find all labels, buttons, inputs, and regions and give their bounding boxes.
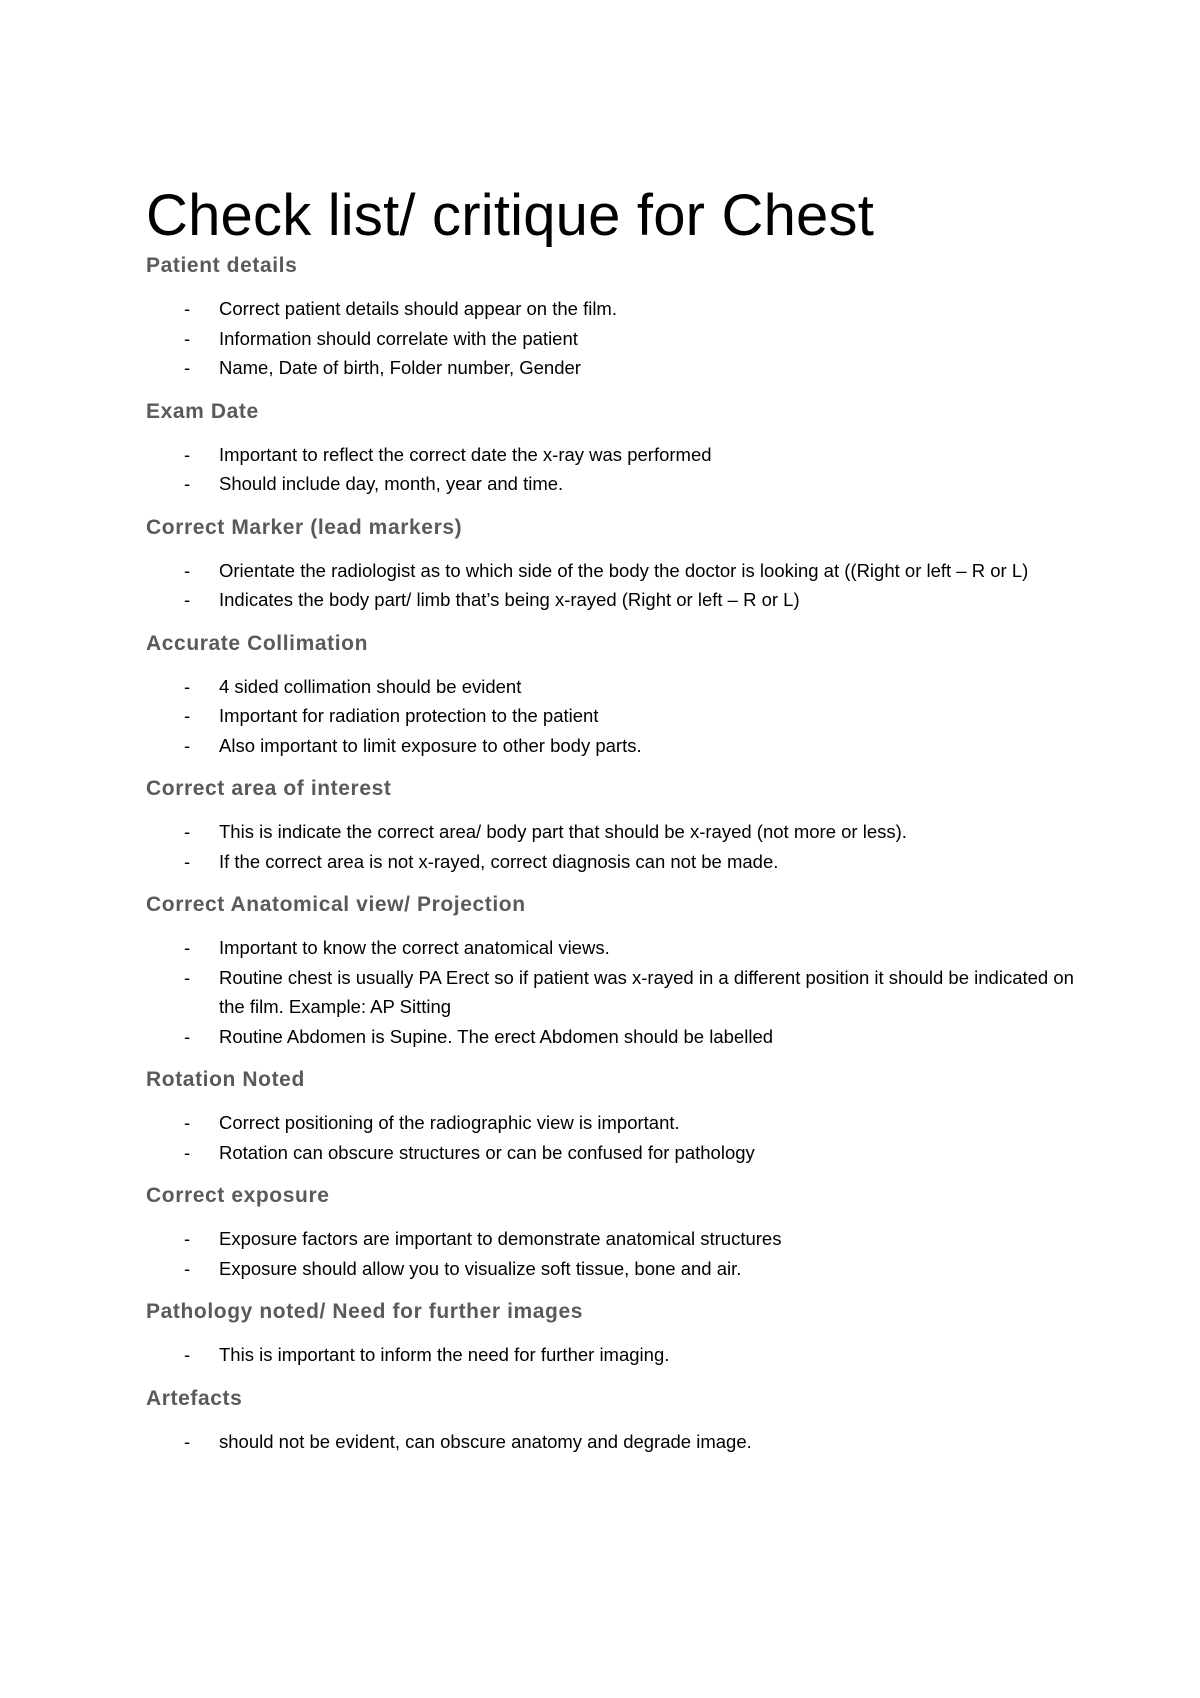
list-item-text: Rotation can obscure structures or can be confused for pathology bbox=[219, 1141, 755, 1163]
bullet-list bbox=[146, 672, 1076, 761]
section-heading: Correct Anatomical view/ Projection bbox=[146, 893, 526, 916]
list-item bbox=[146, 1254, 1076, 1284]
list-item bbox=[146, 1138, 1076, 1168]
dash-bullet-icon: - bbox=[184, 1228, 191, 1249]
dash-bullet-icon: - bbox=[184, 327, 191, 349]
section-heading: Accurate Collimation bbox=[146, 631, 369, 655]
list-item-text: Indicates the body part/ limb that’s being x-rayed (Right or left – R or L) bbox=[219, 589, 800, 610]
list-item-text: should not be evident, can obscure anatomy and degrade image. bbox=[219, 1430, 752, 1452]
dash-bullet-icon: - bbox=[184, 443, 191, 465]
list-item-text: Also important to limit exposure to other body parts. bbox=[219, 734, 642, 756]
checklist-section bbox=[146, 775, 1076, 876]
list-item bbox=[146, 1427, 1076, 1457]
list-item bbox=[146, 1108, 1076, 1138]
list-item bbox=[146, 1224, 1076, 1254]
dash-bullet-icon: - bbox=[184, 705, 191, 726]
section-heading: Pathology noted/ Need for further images bbox=[146, 1300, 584, 1323]
list-item bbox=[146, 1022, 1076, 1052]
list-item-text: Correct positioning of the radiographic view is important. bbox=[219, 1112, 680, 1133]
list-item bbox=[146, 701, 1076, 731]
list-item-text: Routine Abdomen is Supine. The erect Abdomen should be labelled bbox=[219, 1025, 774, 1047]
list-item-text: If the correct area is not x-rayed, correct diagnosis can not be made. bbox=[219, 850, 779, 872]
checklist-section bbox=[146, 630, 1076, 761]
list-item-text: Name, Date of birth, Folder number, Gender bbox=[219, 357, 581, 378]
list-item bbox=[146, 469, 1076, 499]
list-item-text: Information should correlate with the patient bbox=[219, 327, 578, 349]
dash-bullet-icon: - bbox=[184, 1025, 191, 1047]
list-item bbox=[146, 1340, 1076, 1370]
section-heading: Correct area of interest bbox=[146, 777, 392, 800]
list-item-text: 4 sided collimation should be evident bbox=[219, 675, 522, 697]
dash-bullet-icon: - bbox=[184, 1430, 191, 1452]
section-heading: Artefacts bbox=[146, 1386, 243, 1410]
list-item bbox=[146, 353, 1076, 383]
checklist-section bbox=[146, 1066, 1076, 1167]
list-item bbox=[146, 324, 1076, 354]
dash-bullet-icon: - bbox=[184, 937, 191, 958]
list-item-text: This is indicate the correct area/ body part that should be x-rayed (not more or less). bbox=[219, 821, 907, 842]
dash-bullet-icon: - bbox=[184, 1112, 191, 1133]
list-item bbox=[146, 731, 1076, 761]
checklist-section bbox=[146, 398, 1076, 499]
dash-bullet-icon: - bbox=[184, 1344, 191, 1365]
bullet-list bbox=[146, 1427, 1076, 1457]
dash-bullet-icon: - bbox=[184, 357, 191, 378]
dash-bullet-icon: - bbox=[184, 821, 191, 842]
dash-bullet-icon: - bbox=[184, 675, 191, 697]
bullet-list bbox=[146, 817, 1076, 876]
bullet-list bbox=[146, 440, 1076, 499]
list-item-text: Orientate the radiologist as to which side of the body the doctor is looking at ((Right or left – R or L) bbox=[219, 559, 1029, 581]
checklist-sections bbox=[146, 252, 1076, 1471]
section-heading: Correct Marker (lead markers) bbox=[146, 515, 463, 539]
list-item-text: Important to reflect the correct date the x-ray was performed bbox=[219, 443, 712, 465]
bullet-list bbox=[146, 1108, 1076, 1167]
dash-bullet-icon: - bbox=[184, 734, 191, 756]
list-item-text: Important to know the correct anatomical views. bbox=[219, 937, 610, 958]
bullet-list bbox=[146, 1340, 1076, 1370]
dash-bullet-icon: - bbox=[184, 1257, 191, 1279]
bullet-list bbox=[146, 1224, 1076, 1283]
section-heading: Exam Date bbox=[146, 399, 259, 423]
dash-bullet-icon: - bbox=[184, 589, 191, 610]
bullet-list bbox=[146, 294, 1076, 383]
checklist-section bbox=[146, 891, 1076, 1051]
list-item-text: Should include day, month, year and time. bbox=[219, 473, 564, 494]
list-item bbox=[146, 963, 1076, 1022]
list-item bbox=[146, 817, 1076, 847]
list-item-text: This is important to inform the need for further imaging. bbox=[219, 1344, 670, 1365]
list-item bbox=[146, 847, 1076, 877]
checklist-section bbox=[146, 1298, 1076, 1370]
list-item bbox=[146, 933, 1076, 963]
section-heading: Rotation Noted bbox=[146, 1068, 305, 1091]
checklist-section bbox=[146, 252, 1076, 383]
list-item bbox=[146, 440, 1076, 470]
list-item bbox=[146, 585, 1076, 615]
document-title: Check list/ critique for Chest bbox=[146, 182, 875, 248]
bullet-list bbox=[146, 933, 1076, 1051]
dash-bullet-icon: - bbox=[184, 298, 191, 319]
dash-bullet-icon: - bbox=[184, 1141, 191, 1163]
list-item-text: Exposure should allow you to visualize soft tissue, bone and air. bbox=[219, 1257, 742, 1279]
list-item-text: Correct patient details should appear on the film. bbox=[219, 298, 617, 319]
list-item bbox=[146, 672, 1076, 702]
checklist-section bbox=[146, 514, 1076, 615]
bullet-list bbox=[146, 556, 1076, 615]
list-item-text: Routine chest is usually PA Erect so if patient was x-rayed in a different position it should be indicated on the film. Example: AP Sitting bbox=[219, 966, 1074, 1017]
dash-bullet-icon: - bbox=[184, 966, 191, 988]
section-heading: Patient details bbox=[146, 254, 298, 277]
checklist-section bbox=[146, 1182, 1076, 1283]
dash-bullet-icon: - bbox=[184, 473, 191, 494]
list-item bbox=[146, 294, 1076, 324]
checklist-section bbox=[146, 1385, 1076, 1457]
list-item-text: Important for radiation protection to the patient bbox=[219, 705, 599, 726]
dash-bullet-icon: - bbox=[184, 559, 191, 581]
list-item-text: Exposure factors are important to demonstrate anatomical structures bbox=[219, 1228, 782, 1249]
list-item bbox=[146, 556, 1076, 586]
dash-bullet-icon: - bbox=[184, 850, 191, 872]
section-heading: Correct exposure bbox=[146, 1184, 330, 1207]
